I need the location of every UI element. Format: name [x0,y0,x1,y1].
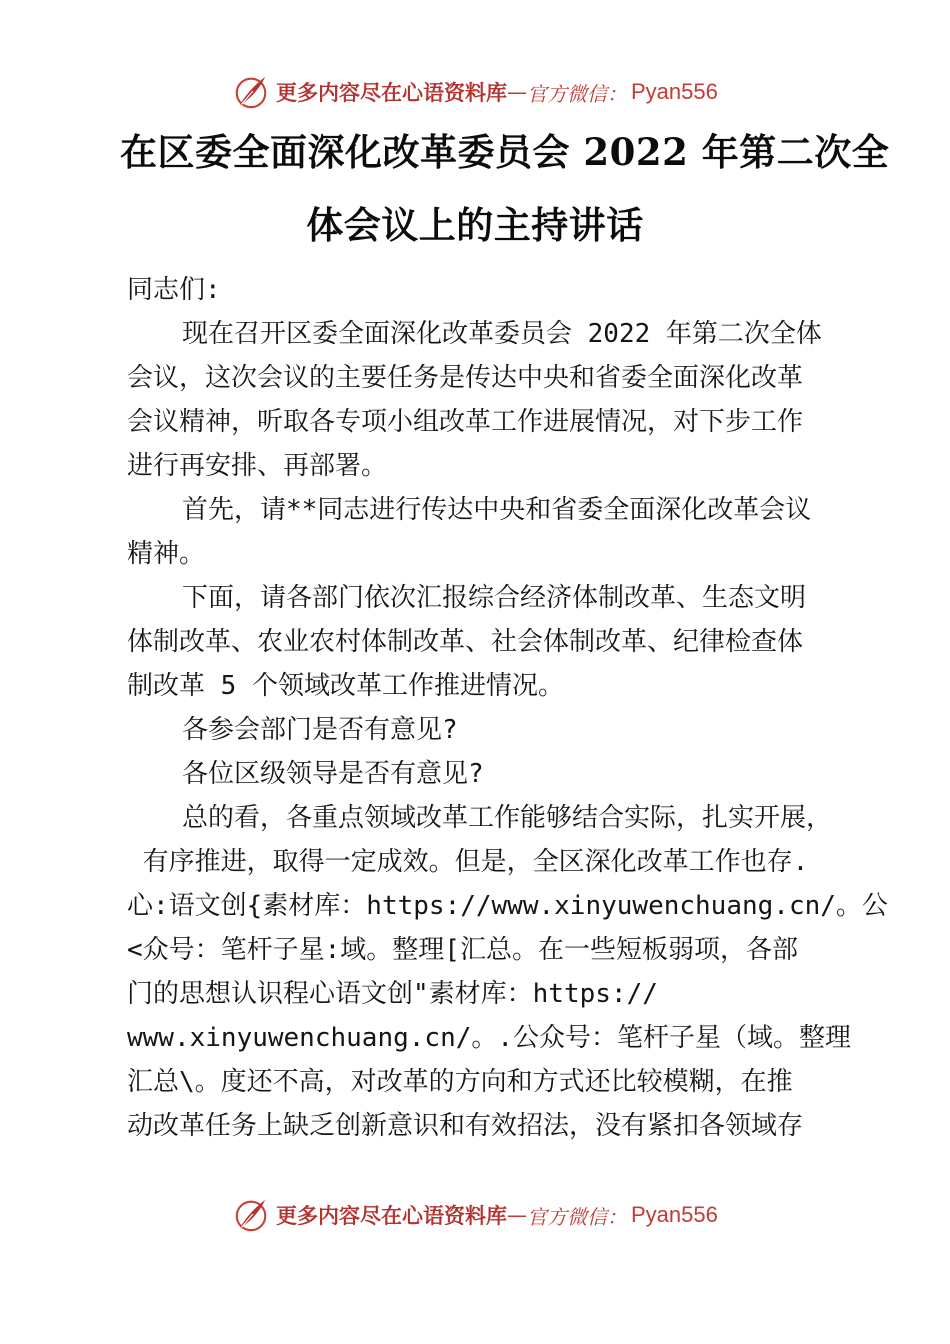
quill-pen-icon [232,1196,270,1234]
body-line: 下面，请各部门依次汇报综合经济体制改革、生态文明 [182,583,807,613]
body-line: 有序推进，取得一定成效。但是，全区深化改革工作也存. [127,847,809,877]
quill-pen-icon [232,73,270,111]
body-line: 首先，请**同志进行传达中央和省委全面深化改革会议 [182,495,812,525]
banner-wechat-label: 官方微信： [527,1204,627,1229]
banner-wechat-label: 官方微信： [527,81,627,106]
body-line: 会议精神，听取各专项小组改革工作进展情况，对下步工作 [127,407,804,437]
banner-dash: — [507,1203,527,1227]
body-line: 各参会部门是否有意见? [182,715,458,745]
body-line: 会议，这次会议的主要任务是传达中央和省委全面深化改革 [127,363,804,393]
header-banner [232,72,718,112]
body-line: www.xinyuwenchuang.cn/。.公众号：笔杆子星（域。整理 [127,1023,852,1053]
document-title-line-2: 体会议上的主持讲话 [306,203,644,247]
body-line: 进行再安排、再部署。 [127,451,388,481]
body-line: 体制改革、农业农村体制改革、社会体制改革、纪律检查体 [127,627,804,657]
banner-dash: — [507,80,527,104]
body-line: 动改革任务上缺乏创新意识和有效招法，没有紧扣各领域存 [127,1111,804,1141]
banner-brand-text: 更多内容尽在心语资料库 [276,1203,507,1228]
body-line: 门的思想认识程心语文创"素材库：https:// [127,979,658,1009]
body-line: 总的看，各重点领域改革工作能够结合实际，扎实开展， [182,803,833,833]
salutation: 同志们: [127,275,221,305]
body-line: 各位区级领导是否有意见? [182,759,484,789]
body-line: 汇总\。度还不高，对改革的方向和方式还比较模糊，在推 [127,1067,793,1097]
body-line: 心:语文创{素材库：https://www.xinyuwenchuang.cn/。公 [127,891,888,921]
body-line: <众号：笔杆子星:域。整理[汇总。在一些短板弱项，各部 [127,935,798,965]
body-line: 精神。 [127,539,206,569]
body-line: 制改革 5 个领域改革工作推进情况。 [127,671,564,701]
banner-brand-text: 更多内容尽在心语资料库 [276,80,507,105]
banner-wechat-id: Pyan556 [631,79,718,104]
footer-banner [232,1195,718,1235]
body-line: 现在召开区委全面深化改革委员会 2022 年第二次全体 [182,319,822,349]
banner-wechat-id: Pyan556 [631,1202,718,1227]
document-title-line-1: 在区委全面深化改革委员会 2022 年第二次全 [120,130,890,174]
document-body [127,268,888,1148]
